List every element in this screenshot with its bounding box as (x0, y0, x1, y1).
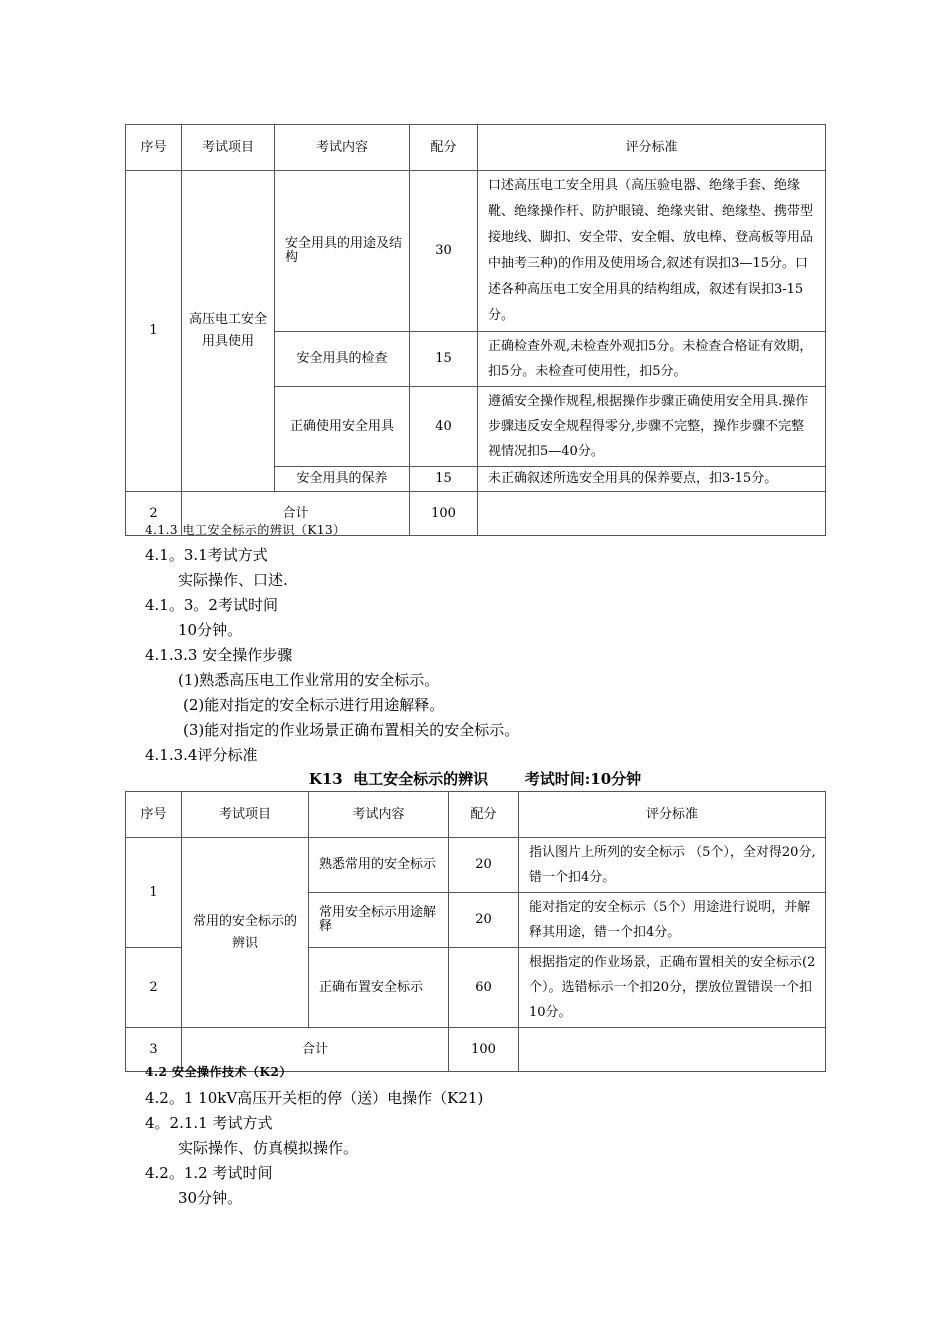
scoring-table-2 (125, 791, 826, 1072)
score: 60 (449, 948, 519, 1028)
score: 15 (410, 332, 478, 387)
section-heading-4-2-1-2: 4.2。1.2 考试时间 (145, 1164, 273, 1182)
exam-item: 高压电工安全用具使用 (182, 171, 275, 492)
section-heading-4-2-1: 4.2。1 10kV高压开关柜的停（送）电操作（K21) (145, 1089, 484, 1107)
header-content: 考试内容 (309, 792, 449, 838)
exam-item: 常用的安全标示的辨识 (182, 838, 309, 1028)
section-heading-4-1-3-3: 4.1.3.3 安全操作步骤 (145, 646, 293, 664)
score: 20 (449, 893, 519, 948)
criteria: 根据指定的作业场景，正确布置相关的安全标示(2个）。选错标示一个扣20分，摆放位置错误一个扣10分。 (519, 948, 826, 1028)
section-heading-4-1-3-2: 4.1。3。2考试时间 (145, 596, 278, 614)
criteria: 遵循安全操作规程,根据操作步骤正确使用安全用具.操作步骤违反安全规程得零分,步骤不完整，操作步骤不完整视情况扣5—40分。 (478, 387, 826, 467)
exam-content: 安全用具的检查 (275, 332, 410, 387)
step-1: (1)熟悉高压电工作业常用的安全标示。 (178, 671, 440, 689)
row-number: 2 (126, 948, 182, 1028)
section-heading-4-2: 4.2 安全操作技术（K2） (145, 1065, 292, 1079)
row-number: 1 (126, 838, 182, 948)
header-item: 考试项目 (182, 792, 309, 838)
score: 20 (449, 838, 519, 893)
exam-content: 正确布置安全标示 (309, 948, 449, 1028)
score: 40 (410, 387, 478, 467)
step-3: (3)能对指定的作业场景正确布置相关的安全标示。 (183, 721, 520, 739)
total-score: 100 (449, 1028, 519, 1072)
criteria: 正确检查外观,未检查外观扣5分。未检查合格证有效期，扣5分。未检查可使用性，扣5分。 (478, 332, 826, 387)
criteria: 口述高压电工安全用具（高压验电器、绝缘手套、绝缘靴、绝缘操作杆、防护眼镜、绝缘夹钳、绝缘垫、携带型接地线、脚扣、安全带、安全帽、放电棒、登高板等用品中抽考三种)的作用及使用场合,叙述有误扣3—15分。口述各种高压电工安全用具的结构组成，叙述有误扣3-15分。 (478, 171, 826, 332)
header-score: 配分 (449, 792, 519, 838)
total-label: 合计 (182, 492, 410, 536)
total-criteria (519, 1028, 826, 1072)
total-row-number: 2 (126, 492, 182, 536)
exam-content: 常用安全标示用途解释 (309, 893, 449, 948)
score: 15 (410, 467, 478, 492)
exam-content: 安全用具的保养 (275, 467, 410, 492)
scoring-table-1 (125, 124, 826, 536)
criteria: 未正确叙述所选安全用具的保养要点，扣3-15分。 (478, 467, 826, 492)
header-item: 考试项目 (182, 125, 275, 171)
paragraph-exam-time: 10分钟。 (178, 621, 243, 639)
header-no: 序号 (126, 792, 182, 838)
total-label: 合计 (182, 1028, 449, 1072)
table-caption: K13 电工安全标示的辨识 考试时间:10分钟 (308, 770, 642, 788)
header-criteria: 评分标准 (519, 792, 826, 838)
paragraph-exam-method-2: 实际操作、仿真模拟操作。 (178, 1139, 359, 1157)
section-heading-4-1-3: 4.1.3 电工安全标示的辨识（K13） (145, 523, 346, 537)
exam-content: 熟悉常用的安全标示 (309, 838, 449, 893)
header-criteria: 评分标准 (478, 125, 826, 171)
section-heading-4-1-3-1: 4.1。3.1考试方式 (145, 546, 268, 564)
exam-content: 安全用具的用途及结构 (275, 171, 410, 332)
paragraph-exam-method: 实际操作、口述. (178, 571, 288, 589)
total-score: 100 (410, 492, 478, 536)
section-heading-4-1-3-4: 4.1.3.4评分标准 (145, 746, 258, 764)
criteria: 能对指定的安全标示（5个）用途进行说明，并解释其用途，错一个扣4分。 (519, 893, 826, 948)
section-heading-4-2-1-1: 4。2.1.1 考试方式 (145, 1114, 273, 1132)
paragraph-exam-time-2: 30分钟。 (178, 1189, 243, 1207)
header-no: 序号 (126, 125, 182, 171)
header-content: 考试内容 (275, 125, 410, 171)
step-2: (2)能对指定的安全标示进行用途解释。 (183, 696, 445, 714)
row-number: 1 (126, 171, 182, 492)
score: 30 (410, 171, 478, 332)
total-row-number: 3 (126, 1028, 182, 1072)
exam-content: 正确使用安全用具 (275, 387, 410, 467)
criteria: 指认图片上所列的安全标示 （5个），全对得20分,错一个扣4分。 (519, 838, 826, 893)
total-criteria (478, 492, 826, 536)
header-score: 配分 (410, 125, 478, 171)
